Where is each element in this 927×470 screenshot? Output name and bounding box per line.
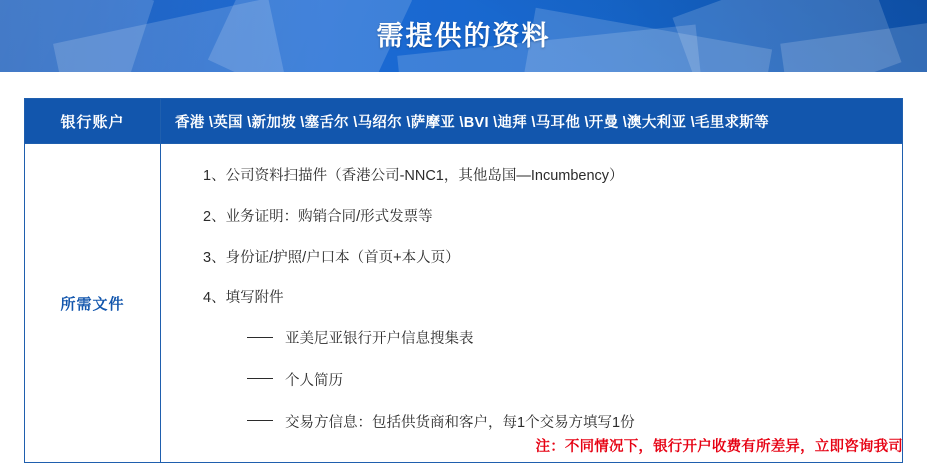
list-item	[247, 371, 902, 393]
list-item-label: 亚美尼亚银行开户信息搜集表	[285, 331, 474, 347]
list-item: 3、身份证/护照/户口本（首页+本人页）	[203, 249, 460, 266]
list-item: 4、填写附件	[203, 290, 284, 307]
dash-bullet-icon	[247, 420, 273, 421]
table-row-header	[25, 99, 903, 144]
list-item-label: 个人简历	[285, 372, 343, 389]
info-table	[24, 98, 903, 463]
footnote-text: 注：不同情况下，银行开户收费有所差异，立即咨询我司	[535, 439, 903, 455]
list-item	[247, 413, 902, 435]
info-table-container	[24, 98, 903, 463]
attachment-sub-list	[203, 329, 902, 434]
table-header-label: 银行账户	[25, 99, 161, 144]
list-item: 2、业务证明：购销合同/形式发票等	[203, 208, 433, 225]
table-header-value: 香港 \英国 \新加坡 \塞舌尔 \马绍尔 \萨摩亚 \BVI \迪拜 \马耳他 \开曼 \澳大利亚 \毛里求斯等	[161, 99, 903, 144]
table-row-documents	[25, 144, 903, 463]
row-body-required-documents	[161, 144, 903, 463]
row-label-required-documents: 所需文件	[25, 144, 161, 463]
page-title: 需提供的资料	[376, 21, 551, 51]
list-item-label: 交易方信息：包括供货商和客户，每1个交易方填写1份	[285, 414, 635, 431]
header-banner	[0, 0, 927, 72]
list-item: 1、公司资料扫描件（香港公司-NNC1，其他岛国—Incumbency）	[203, 168, 624, 184]
list-item	[247, 329, 902, 351]
dash-bullet-icon	[247, 378, 273, 379]
dash-bullet-icon	[247, 337, 273, 338]
